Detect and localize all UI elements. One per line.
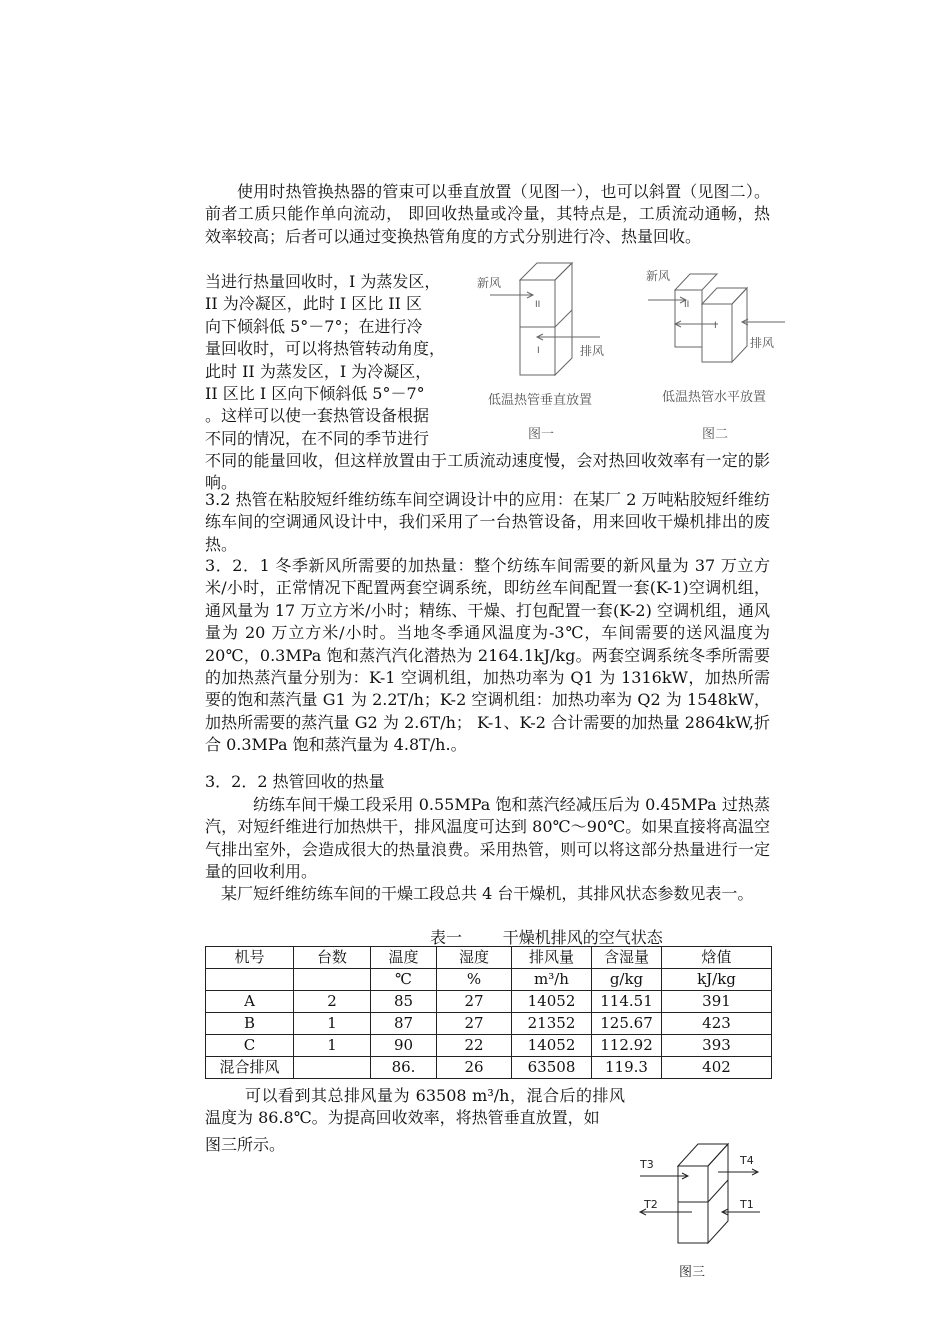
table-cell: 112.92 [592, 1035, 662, 1057]
fig2-box-a-top [675, 274, 717, 290]
table-unit-cell: ℃ [371, 969, 437, 991]
table-cell: 423 [662, 1013, 772, 1035]
table-header-cell: 排风量 [512, 947, 592, 969]
fig1-divider-side [555, 310, 572, 327]
table-row [206, 1013, 772, 1035]
text-line: II 为冷凝区，此时 I 区比 II 区 [205, 294, 423, 314]
fig2-box-a-front [675, 290, 702, 347]
fig3-box-front [678, 1166, 708, 1243]
figure-1-vertical-heat-pipe [475, 255, 605, 395]
fig3-label-t2: T2 [644, 1198, 658, 1211]
table-cell: 2 [294, 991, 371, 1013]
table-cell: 391 [662, 991, 772, 1013]
table-cell [294, 1057, 371, 1079]
table-units-row [206, 969, 772, 991]
paragraph-7-tail: 图三所示。 [205, 1135, 286, 1154]
fig2-box-b-side [732, 288, 747, 362]
table-cell: 90 [371, 1035, 437, 1057]
table-cell: 1 [294, 1013, 371, 1035]
table-cell: 22 [437, 1035, 512, 1057]
table-caption: 表一 干燥机排风的空气状态 [430, 928, 663, 947]
fig3-box-side [708, 1144, 728, 1243]
table-cell: C [206, 1035, 294, 1057]
table-unit-cell: m³/h [512, 969, 592, 991]
table-unit-cell [294, 969, 371, 991]
fig2-zone-2: II [684, 300, 690, 310]
fig1-zone-2: II [535, 300, 541, 310]
paragraph-6: 某厂短纤维纺练车间的干燥工段总共 4 台干燥机，其排风状态参数见表一。 [221, 884, 754, 903]
table-cell: 14052 [512, 991, 592, 1013]
table-header-cell: 含湿量 [592, 947, 662, 969]
fig3-title: 图三 [679, 1265, 706, 1280]
fig1-zone-1: I [537, 346, 540, 356]
table-row [206, 991, 772, 1013]
text-line: 。这样可以使一套热管设备根据 [205, 406, 430, 426]
paragraph-4: 3．2．1 冬季新风所需要的加热量：整个纺练车间需要的新风量为 37 万立方米/小时，正常情况下配置两套空调系统，即纺丝车间配置一套(K-1)空调机组，通风量为 17 万立方米/小时；精练、干燥、打包配置一套(K-2) 空调机组，通风量为 20 万立方米/小时。当地冬季通风温度为-3℃，车间需要的送风温度为 20℃，0.3MPa 饱和蒸汽汽化潜热为 2164.1kJ/kg。两套空调系统冬季所需要的加热蒸汽量分别为：K-1 空调机组，加热功率为 Q1 为 1316kW，加热所需要的饱和蒸汽量 G1 为 2.2T/h；K-2 空调机组：加热功率为 Q2 为 1548kW，加热所需要的蒸汽量 G2 为 2.6T/h； K-1、K-2 合计需要的加热量 2864kW,折合 0.3MPa 饱和蒸汽量为 4.8T/h.。 [205, 556, 770, 755]
paragraph-1: 使用时热管换热器的管束可以垂直放置（见图一），也可以斜置（见图二）。前者工质只能作单向流动， 即回收热量或冷量，其特点是，工质流动通畅，热效率较高；后者可以通过变换热管角度的方式分别进行冷、热量回收。 [205, 182, 770, 246]
fig1-label-fresh: 新风 [477, 276, 502, 290]
table-cell: 125.67 [592, 1013, 662, 1035]
table-cell: 21352 [512, 1013, 592, 1035]
table-row [206, 1057, 772, 1079]
fig1-label-exhaust: 排风 [580, 344, 605, 358]
table-unit-cell: % [437, 969, 512, 991]
text-line: II 区比 I 区向下倾斜低 5°－7° [205, 384, 425, 404]
fig3-box-top [678, 1144, 728, 1166]
table-cell: 87 [371, 1013, 437, 1035]
exhaust-state-table [205, 946, 772, 1079]
fig2-zone-1: I [714, 321, 717, 331]
table-cell: 86. [371, 1057, 437, 1079]
fig3-label-t3: T3 [640, 1158, 654, 1171]
paragraph-2-narrow [205, 271, 480, 450]
table-unit-cell: g/kg [592, 969, 662, 991]
fig3-label-t4: T4 [740, 1154, 754, 1167]
table-cell: 混合排风 [206, 1057, 294, 1079]
table-cell: 402 [662, 1057, 772, 1079]
text-line: 当进行热量回收时，I 为蒸发区， [205, 272, 441, 291]
table-cell: A [206, 991, 294, 1013]
table-row [206, 1035, 772, 1057]
fig2-label-exhaust: 排风 [750, 336, 775, 350]
table-unit-cell [206, 969, 294, 991]
fig1-caption: 低温热管垂直放置 [488, 393, 593, 408]
table-cell: 85 [371, 991, 437, 1013]
table-cell: 119.3 [592, 1057, 662, 1079]
table-cell: 393 [662, 1035, 772, 1057]
fig2-caption: 低温热管水平放置 [662, 390, 767, 405]
paragraph-2-tail: 不同的能量回收，但这样放置由于工质流动速度慢，会对热回收效率有一定的影响。 [205, 451, 770, 493]
table-cell: 63508 [512, 1057, 592, 1079]
table-header-cell: 机号 [206, 947, 294, 969]
table-cell: 1 [294, 1035, 371, 1057]
text-line: 此时 II 为蒸发区，I 为冷凝区， [205, 361, 432, 381]
table-header-cell: 湿度 [437, 947, 512, 969]
fig2-label-fresh: 新风 [646, 269, 671, 283]
paragraph-3: 3.2 热管在粘胶短纤维纺练车间空调设计中的应用：在某厂 2 万吨粘胶短纤维纺练车间的空调通风设计中，我们采用了一台热管设备，用来回收干燥机排出的废热。 [205, 490, 770, 554]
paragraph-7: 可以看到其总排风量为 63508 m³/h，混合后的排风温度为 86.8℃。为提高回收效率，将热管垂直放置，如 [205, 1086, 625, 1128]
figure-2-horizontal-heat-pipe [640, 262, 785, 372]
fig3-label-t1: T1 [740, 1198, 754, 1211]
text-line: 不同的情况，在不同的季节进行 [205, 428, 430, 448]
table-header-row [206, 947, 772, 969]
table-cell: 114.51 [592, 991, 662, 1013]
table-header-cell: 温度 [371, 947, 437, 969]
table-cell: B [206, 1013, 294, 1035]
figure-3-heat-pipe [630, 1138, 780, 1248]
table-unit-cell: kJ/kg [662, 969, 772, 991]
text-line: 向下倾斜低 5°－7°；在进行冷 [205, 316, 423, 336]
fig2-box-b-front [702, 304, 732, 362]
fig2-title: 图二 [702, 427, 729, 442]
table-cell: 27 [437, 991, 512, 1013]
table-header-cell: 焓值 [662, 947, 772, 969]
table-cell: 26 [437, 1057, 512, 1079]
fig1-title: 图一 [528, 427, 555, 442]
paragraph-5: 纺练车间干燥工段采用 0.55MPa 饱和蒸汽经减压后为 0.45MPa 过热蒸汽，对短纤维进行加热烘干，排风温度可达到 80℃～90℃。如果直接将高温空气排出室外，会造成很大的热量浪费。采用热管，则可以将这部分热量进行一定量的回收利用。 [205, 795, 770, 882]
table-cell: 27 [437, 1013, 512, 1035]
table-cell: 14052 [512, 1035, 592, 1057]
fig2-box-b-top [702, 288, 747, 304]
fig3-divider-side [708, 1180, 728, 1202]
table-header-cell: 台数 [294, 947, 371, 969]
heading-3-2-2: 3．2．2 热管回收的热量 [205, 772, 385, 791]
text-line: 量回收时，可以将热管转动角度， [205, 339, 446, 359]
